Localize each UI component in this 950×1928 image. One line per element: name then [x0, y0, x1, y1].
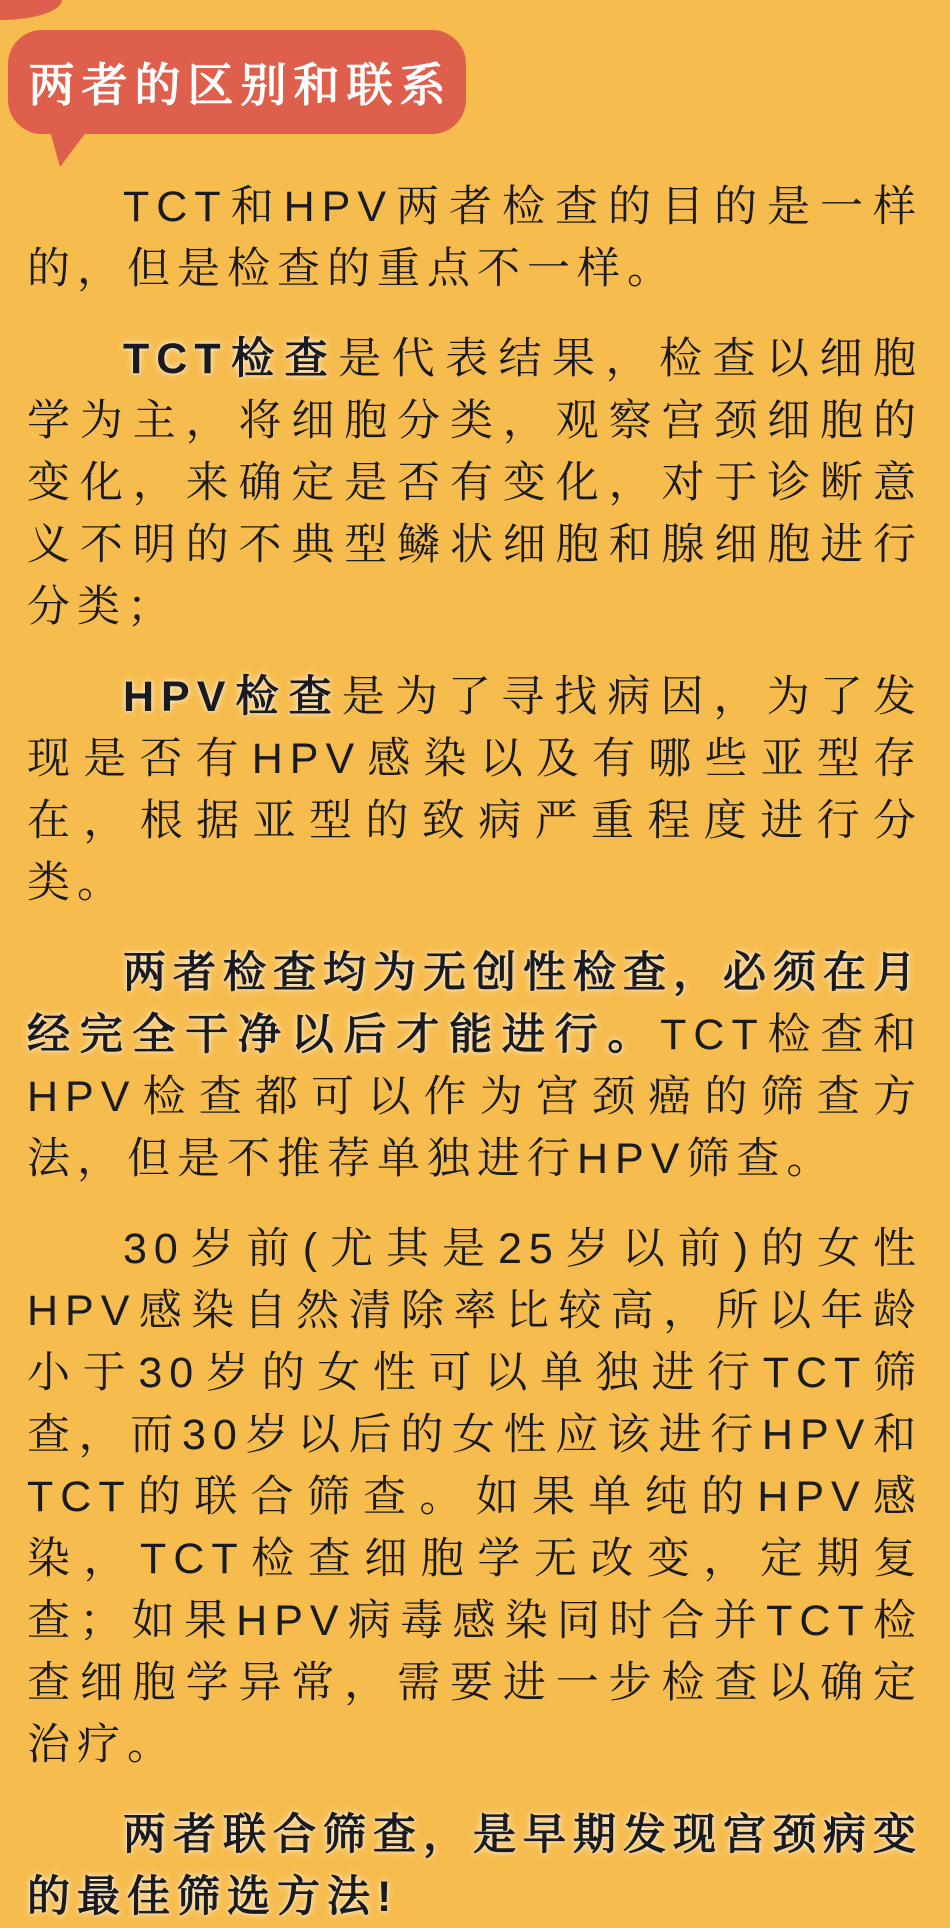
- section-title-banner: [8, 30, 466, 134]
- body-text: 是代表结果，检查以细胞学为主，将细胞分类，观察宫颈细胞的变化，来确定是否有变化，对于诊断意义不明的不典型鳞状细胞和腺细胞进行分类；: [27, 335, 924, 631]
- emphasis-text: HPV检查: [123, 673, 342, 721]
- body-text: 30岁前(尤其是25岁以前)的女性HPV感染自然清除率比较高，所以年龄小于30岁的女性可以单独进行TCT筛查，而30岁以后的女性应该进行HPV和TCT的联合筛查。如果单纯的HPV感染，TCT检查细胞学无改变，定期复查；如果HPV病毒感染同时合并TCT检查细胞学异常，需要进一步检查以确定治疗。: [27, 1225, 923, 1769]
- emphasis-text: 两者检查均为无创性检查，必须在月经完全干净以后才能进行。: [27, 949, 923, 1059]
- speech-bubble-tail-icon: [50, 131, 87, 167]
- article-body: [27, 176, 923, 1928]
- article-paragraph-5: [27, 1218, 923, 1776]
- body-text: TCT和HPV两者检查的目的是一样的，但是检查的重点不一样。: [27, 183, 923, 293]
- article-paragraph-1: [27, 176, 923, 300]
- body-text: 是为了寻找病因，为了发现是否有HPV感染以及有哪些亚型存在，根据亚型的致病严重程度进行分类。: [27, 673, 923, 907]
- ribbon-corner-decoration: [0, 0, 62, 20]
- emphasis-text: TCT检查: [123, 335, 339, 383]
- body-text: TCT检查和HPV检查都可以作为宫颈癌的筛查方法，但是不推荐单独进行HPV筛查。: [27, 1011, 923, 1183]
- article-paragraph-3: [27, 666, 923, 914]
- section-title: 两者的区别和联系: [28, 59, 453, 111]
- article-paragraph-4: [27, 942, 923, 1190]
- emphasis-text: 两者联合筛查，是早期发现宫颈病变的最佳筛选方法!: [27, 1811, 923, 1921]
- article-paragraph-2: [27, 328, 923, 638]
